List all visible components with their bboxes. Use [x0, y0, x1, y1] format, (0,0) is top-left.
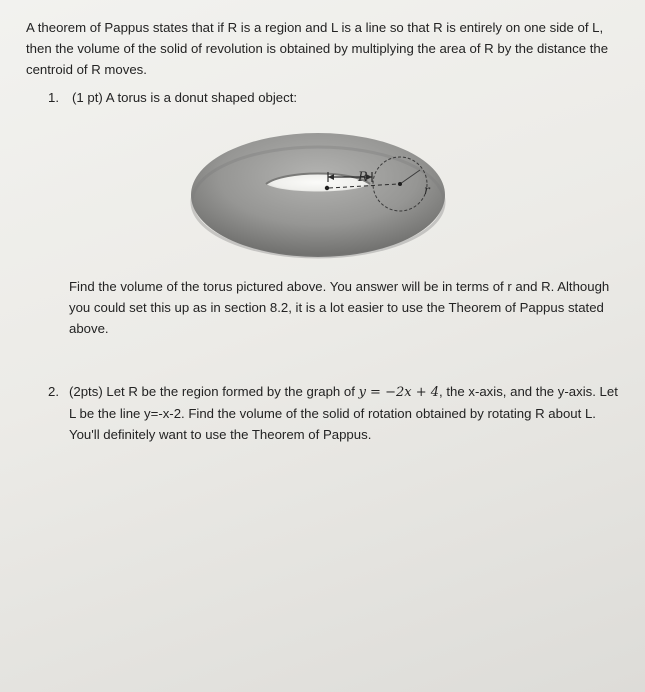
equation-rhs: −2x + 4	[385, 385, 440, 400]
label-r: r	[424, 183, 430, 197]
question-1-number: 1.	[48, 90, 59, 105]
question-2-text-before: (2pts) Let R be the region formed by the graph of	[69, 384, 359, 399]
question-2-equation	[359, 385, 439, 400]
torus-figure	[188, 132, 448, 262]
question-2-text	[69, 381, 620, 445]
equation-lhs: y	[358, 385, 366, 400]
question-2-text-after: , the x-axis, and the y-axis. Let L be the line y=-x-2. Find the volume of the solid of rotation obtained by rotating R about L. You'll definitely want to use the Theorem of Pappus.	[69, 384, 618, 442]
label-R: R	[358, 170, 368, 185]
question-1-title: (1 pt) A torus is a donut shaped object:	[72, 90, 298, 105]
question-2-number: 2.	[48, 384, 59, 399]
question-1-body: Find the volume of the torus pictured above. You answer will be in terms of r and R. Although you could set this up as in section 8.2, it is a lot easier to use the Theorem of Pappus stated above.	[69, 279, 610, 336]
torus-body	[191, 133, 445, 257]
question-1-header	[48, 88, 297, 108]
tube-center-dot	[398, 182, 402, 186]
question-2	[48, 381, 620, 445]
center-dot	[325, 186, 329, 190]
torus-drawing	[188, 132, 448, 262]
equation-equals: =	[365, 385, 386, 400]
intro-paragraph: A theorem of Pappus states that if R is a region and L is a line so that R is entirely on one side of L, then the volume of the solid of revolution is obtained by multiplying the area of R by the distance the centroid of R moves.	[26, 20, 609, 77]
